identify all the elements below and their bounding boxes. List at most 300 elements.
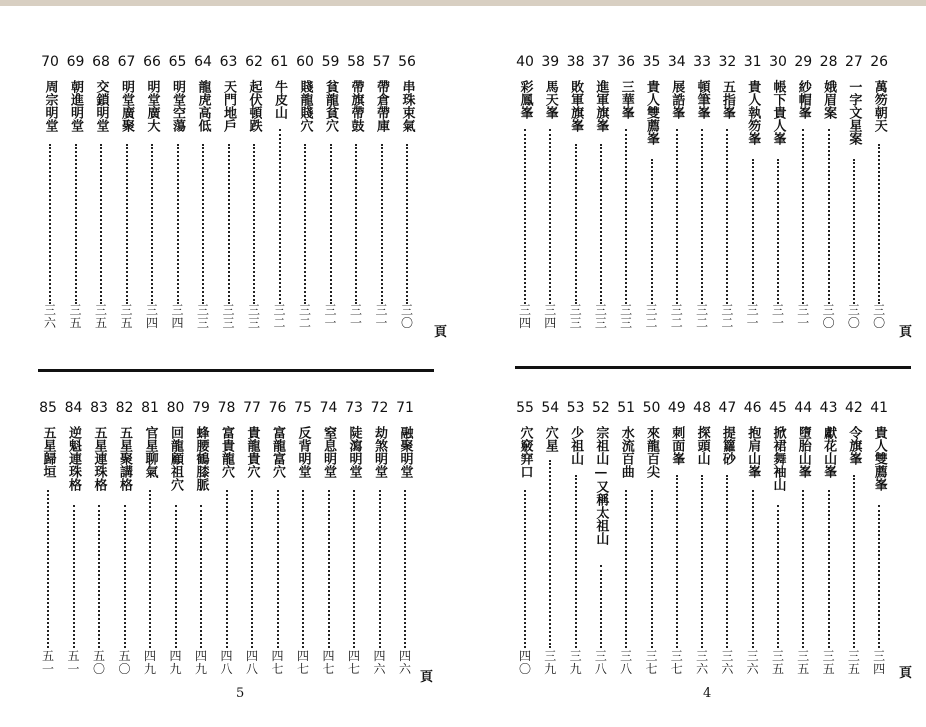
page-digit: 三 <box>620 303 633 317</box>
page-digit: 二 <box>273 316 286 330</box>
dot-leader <box>253 144 255 304</box>
entry-title: 回龍顧祖穴 <box>168 426 183 491</box>
toc-entry <box>370 54 394 132</box>
entry-title: 窒息明堂 <box>321 426 336 478</box>
dot-leader <box>802 129 804 304</box>
dot-leader <box>379 490 381 648</box>
toc-entry <box>317 400 341 478</box>
entry-title: 貴人雙薦峯 <box>871 426 887 491</box>
dot-leader <box>575 144 577 304</box>
page-digit: 五 <box>847 662 860 676</box>
dot-leader <box>228 144 230 304</box>
entry-title: 獻花山峯 <box>821 426 837 478</box>
page-digit: 三 <box>847 649 860 663</box>
toc-entry <box>217 54 241 132</box>
page-digit: 三 <box>670 649 683 663</box>
page-digit: 三 <box>873 649 886 663</box>
entry-number: 60 <box>296 54 314 70</box>
toc-entry <box>268 54 292 119</box>
entry-title: 龍虎高低 <box>195 80 211 132</box>
entry-page-number <box>842 650 866 676</box>
entry-number: 65 <box>168 54 187 70</box>
dot-leader <box>98 505 100 648</box>
toc-entry <box>766 54 790 145</box>
page-digit: 一 <box>324 316 337 330</box>
entry-number: 81 <box>141 400 159 416</box>
dot-leader <box>828 490 830 648</box>
entry-number: 34 <box>667 54 686 70</box>
dot-leader <box>226 490 228 648</box>
entry-number: 78 <box>217 400 236 416</box>
entry-title: 帶旗帶鼓 <box>348 80 364 132</box>
entry-title: 抱肩山峯 <box>745 426 761 478</box>
dot-leader <box>100 144 102 304</box>
entry-page-number <box>140 304 164 330</box>
page-digit: 〇 <box>518 662 531 676</box>
toc-entry <box>36 400 60 478</box>
entry-title: 五星聚講格 <box>117 426 132 491</box>
page-digit: 三 <box>620 649 633 663</box>
page-digit: 三 <box>349 303 362 317</box>
entry-page-number <box>867 304 891 330</box>
entry-number: 72 <box>370 400 389 416</box>
entry-number: 32 <box>718 54 737 70</box>
page-digit: 三 <box>594 303 607 317</box>
dot-leader <box>126 144 128 304</box>
page-digit: 三 <box>196 316 209 330</box>
entry-page-number <box>344 304 368 330</box>
entry-title: 少祖山 <box>568 426 584 465</box>
dot-leader <box>777 505 779 648</box>
page-digit: 三 <box>569 316 582 330</box>
entry-page-number <box>766 650 790 676</box>
toc-entry <box>191 54 215 132</box>
page-digit: 九 <box>544 662 557 676</box>
entry-title: 令旗峯 <box>846 426 862 465</box>
page-digit: 四 <box>518 316 531 330</box>
entry-page-number <box>589 304 613 330</box>
page-digit: 四 <box>296 649 309 663</box>
page-digit: 三 <box>620 316 633 330</box>
entry-title: 五指峯 <box>719 80 735 119</box>
entry-number: 61 <box>270 54 289 70</box>
toc-entry <box>291 400 315 478</box>
entry-page-number <box>370 304 394 330</box>
entry-title: 明堂廣聚 <box>119 80 134 132</box>
entry-page-number <box>741 650 765 676</box>
page-digit: 一 <box>797 316 810 330</box>
entry-number: 55 <box>516 400 534 416</box>
toc-entry <box>342 400 366 478</box>
toc-entry <box>766 400 790 491</box>
page-digit: 〇 <box>92 662 105 676</box>
toc-entry <box>665 400 689 465</box>
toc-entry <box>564 54 588 132</box>
entry-page-number <box>317 650 341 676</box>
dot-leader <box>726 129 728 304</box>
entry-page-number <box>538 304 562 330</box>
page-digit: 三 <box>120 303 133 317</box>
entry-title: 交鎖明堂 <box>93 80 109 132</box>
entry-page-number <box>640 304 664 330</box>
toc-entry <box>344 54 368 132</box>
entry-page-number <box>291 650 315 676</box>
left-page <box>0 6 463 727</box>
page-digit: 三 <box>544 303 557 317</box>
entry-title: 陡瀉明堂 <box>346 426 362 478</box>
entry-title: 一字文星案 <box>846 80 862 145</box>
dot-leader <box>549 460 551 648</box>
entry-number: 69 <box>66 54 85 70</box>
right-page <box>463 6 926 727</box>
dot-leader <box>701 475 703 648</box>
entry-number: 59 <box>321 54 340 70</box>
divider-rule <box>515 366 911 369</box>
dot-leader <box>878 505 880 648</box>
entry-number: 53 <box>566 400 585 416</box>
entry-page-number <box>115 304 139 330</box>
entry-number: 83 <box>90 400 108 416</box>
entry-page-number <box>268 304 292 330</box>
toc-entry <box>842 54 866 145</box>
entry-number: 62 <box>245 54 263 70</box>
page-digit: 一 <box>746 316 759 330</box>
toc-entry <box>140 54 164 132</box>
page-digit: 五 <box>94 316 107 330</box>
dot-leader <box>600 144 602 304</box>
toc-entry <box>513 400 537 478</box>
entry-number: 57 <box>372 54 391 70</box>
toc-entry <box>791 400 815 478</box>
entry-title: 貧龍貧穴 <box>323 80 338 132</box>
dot-leader <box>752 490 754 648</box>
dot-leader <box>49 144 51 304</box>
page-digit: 三 <box>594 649 607 663</box>
entry-page-number <box>342 650 366 676</box>
dot-leader <box>149 490 151 648</box>
entry-number: 84 <box>64 400 83 416</box>
toc-entry <box>189 400 213 491</box>
entry-number: 29 <box>794 54 813 70</box>
entry-title: 朝進明堂 <box>68 80 83 132</box>
dot-leader <box>575 475 577 648</box>
page-digit: 三 <box>594 316 607 330</box>
dot-leader <box>701 129 703 304</box>
toc-entry <box>393 400 417 478</box>
entry-number: 77 <box>243 400 261 416</box>
dot-leader <box>651 159 653 304</box>
dot-leader <box>151 144 153 304</box>
page-column-label: 頁 <box>434 325 448 340</box>
entry-page-number <box>215 650 239 676</box>
page-column-label: 頁 <box>899 666 913 681</box>
page-digit: 四 <box>245 649 258 663</box>
entry-page-number <box>715 650 739 676</box>
entry-number: 48 <box>693 400 711 416</box>
entry-page-number <box>791 304 815 330</box>
entry-title: 穴星 <box>542 426 558 452</box>
page-digit: 三 <box>670 303 683 317</box>
entry-page-number <box>513 650 537 676</box>
toc-entry <box>64 54 88 132</box>
toc-entry <box>138 400 162 478</box>
entry-page-number <box>817 304 841 330</box>
entry-number: 42 <box>844 400 863 416</box>
toc-entry <box>665 54 689 119</box>
toc-entry <box>87 400 111 491</box>
entry-number: 56 <box>398 54 416 70</box>
page-digit: 三 <box>196 303 209 317</box>
dot-leader <box>676 475 678 648</box>
entry-page-number <box>113 650 137 676</box>
entry-number: 58 <box>347 54 365 70</box>
entry-page-number <box>665 304 689 330</box>
page-digit: 三 <box>696 303 709 317</box>
entry-title: 貴人雙薦峯 <box>644 80 659 145</box>
toc-entry <box>115 54 139 132</box>
entry-title: 逆魁連珠格 <box>66 426 81 491</box>
dot-leader <box>330 144 332 304</box>
entry-page-number <box>513 304 537 330</box>
dot-leader <box>524 129 526 304</box>
entry-page-number <box>64 304 88 330</box>
entry-title: 娥眉案 <box>821 80 837 119</box>
page-digit: 九 <box>569 662 582 676</box>
entry-number: 31 <box>743 54 762 70</box>
toc-entry <box>640 400 664 478</box>
entry-number: 54 <box>541 400 560 416</box>
page-digit: 四 <box>398 649 411 663</box>
entry-page-number <box>217 304 241 330</box>
page-folio: 5 <box>236 686 245 701</box>
toc-entry <box>817 54 841 119</box>
entry-number: 52 <box>591 400 610 416</box>
page-digit: 三 <box>222 316 235 330</box>
page-digit: 五 <box>69 316 82 330</box>
page-digit: 三 <box>645 303 658 317</box>
entry-number: 35 <box>642 54 661 70</box>
dot-leader <box>200 505 202 648</box>
entry-page-number <box>614 650 638 676</box>
dot-leader <box>277 490 279 648</box>
entry-title: 來龍百尖 <box>644 426 659 478</box>
toc-entry <box>715 400 739 465</box>
entry-page-number <box>36 650 60 676</box>
dot-leader <box>175 505 177 648</box>
entry-title: 融聚明堂 <box>397 426 413 478</box>
page-digit: 三 <box>375 303 388 317</box>
page-digit: 八 <box>245 662 258 676</box>
entry-title: 五星歸垣 <box>40 426 56 478</box>
entry-page-number <box>791 650 815 676</box>
page-digit: 二 <box>645 316 658 330</box>
entry-page-number <box>393 650 417 676</box>
entry-page-number <box>189 650 213 676</box>
entry-page-number <box>867 650 891 676</box>
page-digit: 一 <box>41 662 54 676</box>
page-digit: 五 <box>41 649 54 663</box>
entry-number: 76 <box>268 400 287 416</box>
entry-page-number <box>38 304 62 330</box>
page-digit: 三 <box>569 303 582 317</box>
entry-page-number <box>293 304 317 330</box>
entry-page-number <box>564 650 588 676</box>
entry-title: 賤龍賤穴 <box>297 80 313 132</box>
entry-number: 44 <box>794 400 813 416</box>
entry-page-number <box>564 304 588 330</box>
entry-page-number <box>242 304 266 330</box>
entry-title: 富龍富穴 <box>270 426 285 478</box>
page-digit: 三 <box>645 649 658 663</box>
entry-page-number <box>614 304 638 330</box>
page-digit: 七 <box>271 662 284 676</box>
page-digit: 三 <box>721 303 734 317</box>
page-digit: 九 <box>169 662 182 676</box>
page-digit: 三 <box>873 303 886 317</box>
page-digit: 〇 <box>873 316 886 330</box>
entry-number: 39 <box>541 54 560 70</box>
entry-title: 帳下貴人峯 <box>770 80 786 145</box>
entry-title: 富貴龍穴 <box>219 426 234 478</box>
dot-leader <box>651 490 653 648</box>
entry-number: 45 <box>769 400 787 416</box>
page-digit: 七 <box>296 662 309 676</box>
entry-page-number <box>319 304 343 330</box>
toc-entry <box>538 400 562 452</box>
entry-title: 帶倉帶庫 <box>374 80 389 132</box>
entry-number: 27 <box>844 54 863 70</box>
entry-number: 85 <box>39 400 57 416</box>
toc-entry <box>164 400 188 491</box>
dot-leader <box>177 144 179 304</box>
page-digit: 三 <box>771 649 784 663</box>
toc-entry <box>368 400 392 478</box>
toc-entry <box>589 54 613 132</box>
page-digit: 三 <box>222 303 235 317</box>
entry-page-number <box>87 650 111 676</box>
entry-page-number <box>368 650 392 676</box>
page-digit: 〇 <box>847 316 860 330</box>
dot-leader <box>828 129 830 304</box>
page-digit: 五 <box>797 662 810 676</box>
entry-page-number <box>538 650 562 676</box>
page-digit: 三 <box>518 303 531 317</box>
toc-entry <box>62 400 86 491</box>
entry-number: 70 <box>41 54 59 70</box>
entry-number: 66 <box>143 54 161 70</box>
page-digit: 五 <box>120 316 133 330</box>
toc-entry <box>266 400 290 478</box>
entry-title: 貴人執笏峯 <box>745 80 761 145</box>
dot-leader <box>726 475 728 648</box>
entry-number: 79 <box>192 400 210 416</box>
dot-leader <box>202 144 204 304</box>
page-digit: 五 <box>822 662 835 676</box>
entry-title: 明堂空蕩 <box>170 80 185 132</box>
entry-number: 30 <box>769 54 787 70</box>
toc-entry <box>113 400 137 491</box>
toc-entry <box>741 54 765 145</box>
page-digit: 四 <box>169 649 182 663</box>
toc-entry <box>690 400 714 465</box>
page-digit: 三 <box>544 649 557 663</box>
page-digit: 一 <box>375 316 388 330</box>
dot-leader <box>524 490 526 648</box>
entry-number: 75 <box>294 400 312 416</box>
page-digit: 三 <box>797 649 810 663</box>
dot-leader <box>404 490 406 648</box>
entry-number: 64 <box>194 54 212 70</box>
entry-title: 蜂腰鶴膝脈 <box>193 426 209 491</box>
entry-page-number <box>395 304 419 330</box>
page-digit: 九 <box>143 662 156 676</box>
entry-page-number <box>62 650 86 676</box>
entry-number: 63 <box>219 54 238 70</box>
page-digit: 四 <box>145 316 158 330</box>
page-digit: 三 <box>746 649 759 663</box>
toc-entry <box>215 400 239 478</box>
entry-number: 50 <box>642 400 661 416</box>
page-digit: 九 <box>194 662 207 676</box>
page-digit: 一 <box>349 316 362 330</box>
page-column-label: 頁 <box>420 670 434 685</box>
dot-leader <box>251 490 253 648</box>
entry-number: 74 <box>319 400 338 416</box>
entry-page-number <box>89 304 113 330</box>
entry-number: 40 <box>516 54 534 70</box>
page-digit: 七 <box>322 662 335 676</box>
entry-page-number <box>715 304 739 330</box>
page-digit: 三 <box>822 303 835 317</box>
entry-title: 反背明堂 <box>295 426 311 478</box>
entry-title: 紗帽峯 <box>795 80 811 119</box>
page-digit: 五 <box>771 662 784 676</box>
toc-entry <box>564 400 588 465</box>
entry-title: 刺面峯 <box>669 426 685 465</box>
entry-number: 37 <box>591 54 610 70</box>
toc-entry <box>293 54 317 132</box>
page-digit: 七 <box>347 662 360 676</box>
page-digit: 四 <box>271 649 284 663</box>
page-digit: 六 <box>721 662 734 676</box>
entry-number: 80 <box>166 400 185 416</box>
entry-page-number <box>164 650 188 676</box>
entry-number: 82 <box>115 400 134 416</box>
entry-number: 28 <box>819 54 838 70</box>
entry-page-number <box>690 304 714 330</box>
entry-page-number <box>817 650 841 676</box>
page-digit: 三 <box>247 316 260 330</box>
entry-title: 穴竅穽口 <box>517 426 533 478</box>
page-digit: 三 <box>94 303 107 317</box>
toc-entry <box>589 400 613 545</box>
entry-number: 46 <box>743 400 762 416</box>
page-digit: 四 <box>373 649 386 663</box>
entry-number: 68 <box>92 54 110 70</box>
divider-rule <box>38 369 434 372</box>
page-digit: 四 <box>143 649 156 663</box>
entry-title: 周宗明堂 <box>42 80 58 132</box>
entry-title: 馬天峯 <box>542 80 558 119</box>
toc-entry <box>640 54 664 145</box>
entry-title: 起伏頓跌 <box>246 80 262 132</box>
page-digit: 三 <box>847 303 860 317</box>
dot-leader <box>406 144 408 304</box>
entry-number: 71 <box>396 400 414 416</box>
dot-leader <box>279 129 281 304</box>
page-digit: 八 <box>620 662 633 676</box>
toc-entry <box>842 400 866 465</box>
